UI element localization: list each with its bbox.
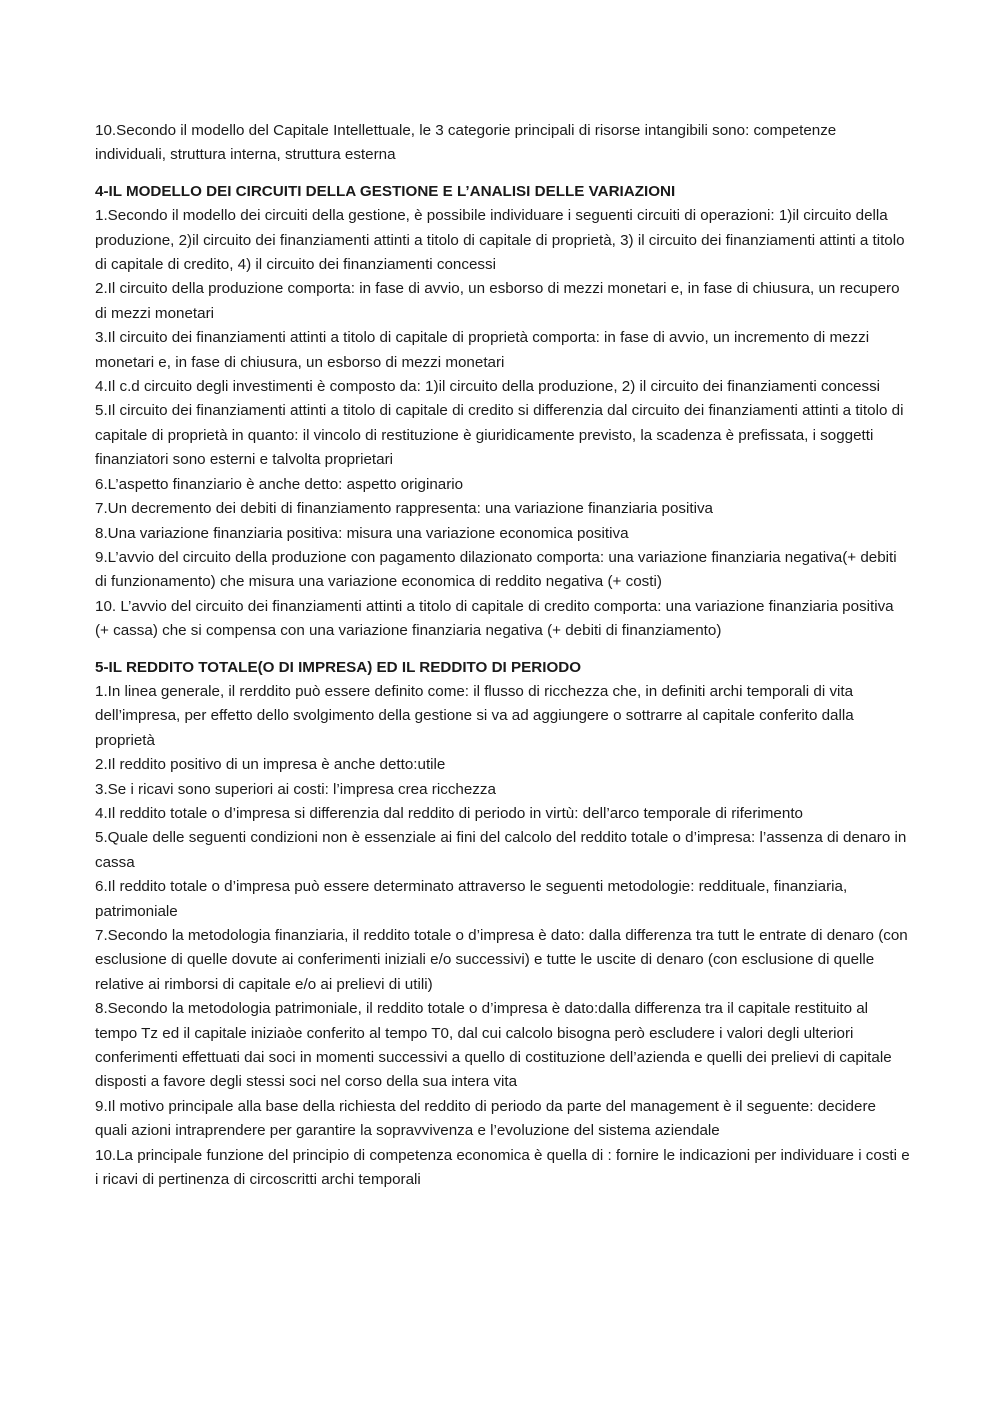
list-item: 7.Secondo la metodologia finanziaria, il reddito totale o d’impresa è dato: dalla differenza tra tutt le entrate di denaro (con esclusione di quelle dovute ai conferimenti iniziali e/o successivi) e tutte le uscite di denaro (con esclusione di quelle relative ai rimborsi di capitale e/o ai prelievi di utili) [95, 927, 908, 993]
list-item: 1.In linea generale, il rerddito può essere definito come: il flusso di ricchezza che, in definiti archi temporali di vita dell’impresa, per effetto dello svolgimento della gestione si va ad aggiungere o sottrarre al capitale conferito dalla proprietà [95, 682, 854, 749]
list-item: 5.Quale delle seguenti condizioni non è essenziale ai fini del calcolo del reddito totale o d’impresa: l’assenza di denaro in cassa [95, 829, 907, 871]
list-item: 9.Il motivo principale alla base della richiesta del reddito di periodo da parte del management è il seguente: decidere quali azioni intraprendere per garantire la sopravvivenza e l’evoluzione del sistema aziendale [95, 1097, 876, 1140]
section-reddito [95, 656, 910, 1193]
list-item: 8.Una variazione finanziaria positiva: misura una variazione economica positiva [95, 524, 629, 542]
list-item: 8.Secondo la metodologia patrimoniale, il reddito totale o d’impresa è dato:dalla differenza tra il capitale restituito al tempo Tz ed il capitale iniziaòe conferito al tempo T0, dal cui calcolo bisogna però escludere i valori degli ulteriori conferimenti effettuati dai soci in momenti successivi a quello di costituzione dell’azienda e quelli dei prelievi di capitale disposti a favore degli stessi soci nel corso della sua intera vita [95, 1000, 892, 1091]
list-item: 1.Secondo il modello dei circuiti della gestione, è possibile individuare i seguenti circuiti di operazioni: 1)il circuito della produzione, 2)il circuito dei finanziamenti attinti a titolo di capitale di proprietà, 3) il circuito dei finanziamenti attinti a titolo di capitale di credito, 4) il circuito dei finanziamenti concessi [95, 207, 905, 274]
list-item: 10. L’avvio del circuito dei finanziamenti attinti a titolo di capitale di credito comporta: una variazione finanziaria positiva (+ cassa) che si compensa con una variazione finanziaria negativa (+ debiti di finanziamento) [95, 597, 894, 640]
list-item: 7.Un decremento dei debiti di finanziamento rappresenta: una variazione finanziaria positiva [95, 500, 713, 518]
list-item: 9.L’avvio del circuito della produzione con pagamento dilazionato comporta: una variazione finanziaria negativa(+ debiti di funzionamento) che misura una variazione economica di reddito negativa (+ costi) [95, 548, 897, 591]
list-item: 6.L’aspetto finanziario è anche detto: aspetto originario [95, 475, 464, 493]
list-item: 4.Il reddito totale o d’impresa si differenzia dal reddito di periodo in virtù: dell’arco temporale di riferimento [95, 804, 803, 822]
document-body [95, 119, 910, 1192]
list-item: 3.Il circuito dei finanziamenti attinti a titolo di capitale di proprietà comporta: in fase di avvio, un incremento di mezzi monetari e, in fase di chiusura, un esborso di mezzi monetari [95, 329, 870, 371]
list-item: 5.Il circuito dei finanziamenti attinti a titolo di capitale di credito si differenzia dal circuito dei finanziamenti attinti a titolo di capitale di proprietà in quanto: il vincolo di restituzione è giuridicamente previsto, la scadenza è prefissata, i soggetti finanziatori sono esterni e talvolta proprietari [95, 402, 904, 469]
list-item: 10.La principale funzione del principio di competenza economica è quella di : fornire le indicazioni per individuare i costi e i ricavi di pertinenza di circoscritti archi temporali [95, 1146, 910, 1189]
list-item: 4.Il c.d circuito degli investimenti è composto da: 1)il circuito della produzione, 2) il circuito dei finanziamenti concessi [95, 378, 881, 396]
section-heading: 4-IL MODELLO DEI CIRCUITI DELLA GESTIONE E L’ANALISI DELLE VARIAZIONI [95, 182, 676, 200]
list-item: 3.Se i ricavi sono superiori ai costi: l’impresa crea ricchezza [95, 780, 496, 798]
section-circuiti-gestione [95, 180, 910, 644]
section-heading: 5-IL REDDITO TOTALE(O DI IMPRESA) ED IL REDDITO DI PERIODO [95, 658, 582, 676]
list-item: 2.Il circuito della produzione comporta: in fase di avvio, un esborso di mezzi monetari e, in fase di chiusura, un recupero di mezzi monetari [95, 280, 900, 322]
intro-paragraph: 10.Secondo il modello del Capitale Intellettuale, le 3 categorie principali di risorse intangibili sono: competenze individuali, struttura interna, struttura esterna [95, 122, 837, 164]
list-item: 6.Il reddito totale o d’impresa può essere determinato attraverso le seguenti metodologie: reddituale, finanziaria, patrimoniale [95, 878, 848, 920]
list-item: 2.Il reddito positivo di un impresa è anche detto:utile [95, 756, 446, 774]
